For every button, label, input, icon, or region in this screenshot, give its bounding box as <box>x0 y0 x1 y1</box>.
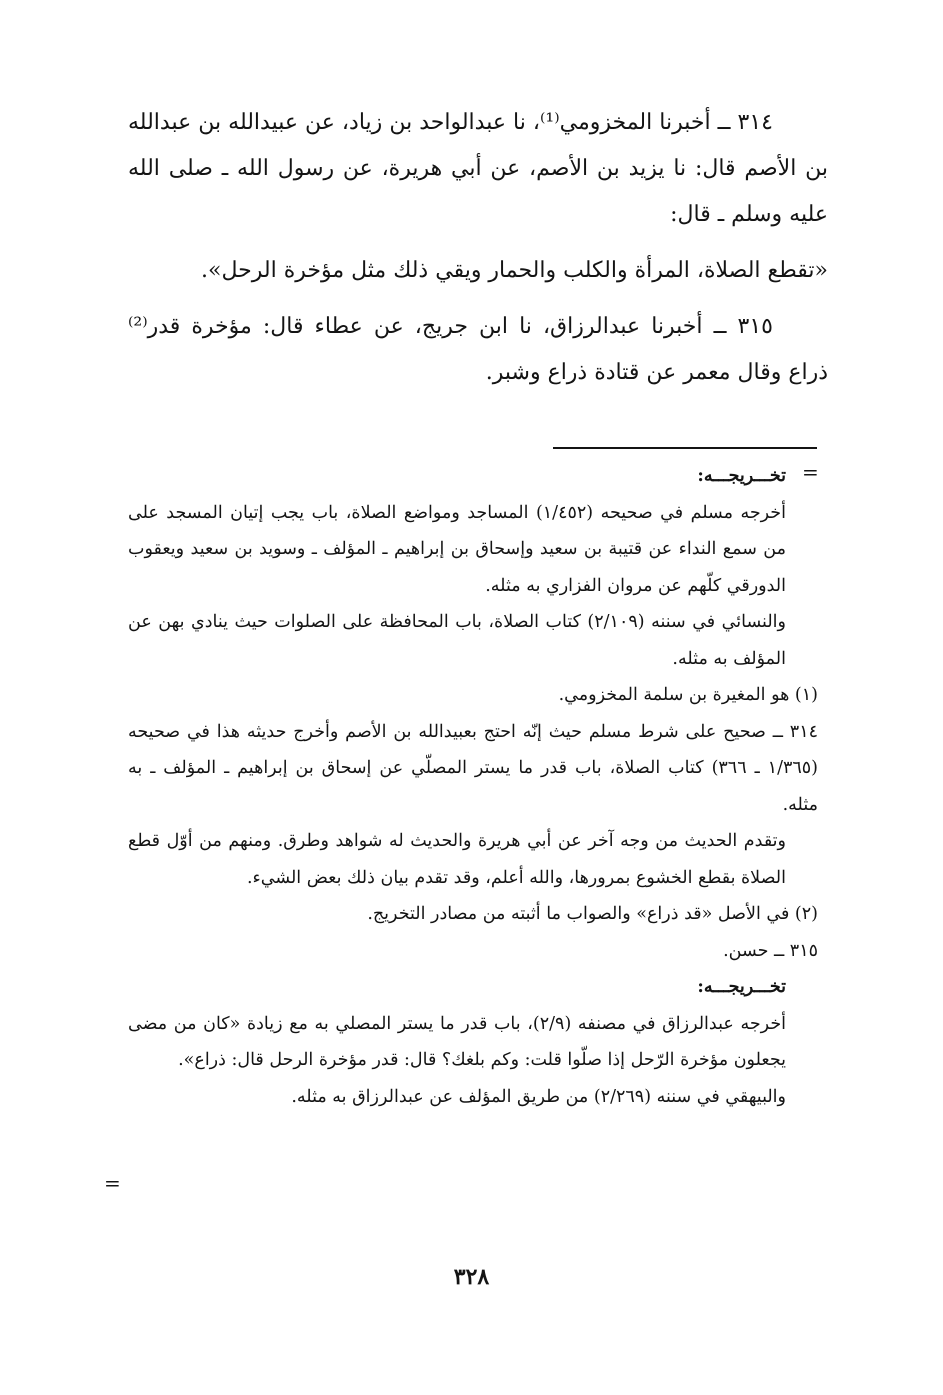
takhrij-heading: تخـــريجـــه: <box>697 466 786 486</box>
footnote-separator <box>553 447 817 449</box>
takhrij-paragraph: والبيهقي في سننه (٢/٢٦٩) من طريق المؤلف عن عبدالرزاق به مثله. <box>291 1086 786 1107</box>
hadith-314-grading: ٣١٤ ــ صحيح على شرط مسلم حيث إنّه احتج بعبيدالله بن الأصم وأخرج حديثه هذا في صحيحه (١/٣٦٥ ـ ٣٦٦) كتاب الصلاة، باب قدر ما يستر المصلّي عن إسحاق بن إبراهيم ـ المؤلف ـ به مثله. <box>128 721 818 815</box>
hadith-315-text: ٣١٥ ــ أخبرنا عبدالرزاق، نا ابن جريج، عن عطاء قال: مؤخرة قدر⁽²⁾ ذراع وقال معمر عن قتادة ذراع وشبر. <box>128 314 828 385</box>
hadith-314-quote: «تقطع الصلاة، المرأة والكلب والحمار ويقي ذلك مثل مؤخرة الرحل». <box>201 258 828 283</box>
footnotes <box>128 458 818 1115</box>
continuation-mark-end: = <box>104 1171 121 1195</box>
footnote-2: (٢) في الأصل «قد ذراع» والصواب ما أثبته من مصادر التخريج. <box>367 904 818 924</box>
takhrij-paragraph: أخرجه مسلم في صحيحه (١/٤٥٢) المساجد ومواضع الصلاة، باب يجب إتيان المسجد على من سمع النداء عن قتيبة بن سعيد وإسحاق بن إبراهيم ـ المؤلف ـ وسويد بن سعيد ويعقوب الدورقي كلّهم عن مروان الفزاري به مثله. <box>128 502 786 596</box>
takhrij-heading: تخـــريجـــه: <box>697 977 786 997</box>
footnote-1: (١) هو المغيرة بن سلمة المخزومي. <box>558 685 818 705</box>
takhrij-paragraph: أخرجه عبدالرزاق في مصنفه (٢/٩)، باب قدر ما يستر المصلي به مع زيادة «كان من مضى يجعلون مؤخرة الرّحل إذا صلّوا قلت: وكم بلغك؟ قال: قدر مؤخرة الرحل قال: ذراع». <box>128 1013 787 1070</box>
hadith-314-text: ٣١٤ ــ أخبرنا المخزومي⁽¹⁾، نا عبدالواحد بن زياد، عن عبيدالله بن عبدالله بن الأصم قال: نا يزيد بن الأصم، عن أبي هريرة، عن رسول الله ـ صلى الله عليه وسلم ـ قال: <box>128 110 828 227</box>
page-number: ٣٢٨ <box>453 1264 490 1290</box>
takhrij-paragraph: والنسائي في سننه (٢/١٠٩) كتاب الصلاة، باب المحافظة على الصلوات حيث ينادي بهن عن المؤلف به مثله. <box>128 612 786 669</box>
hadith-315-grading: ٣١٥ ــ حسن. <box>723 940 818 961</box>
main-text <box>128 100 828 406</box>
continuation-mark: = <box>802 460 819 484</box>
hadith-314-note: وتقدم الحديث من وجه آخر عن أبي هريرة والحديث له شواهد وطرق. ومنهم من أوّل قطع الصلاة بقطع الخشوع بمرورها، والله أعلم، وقد تقدم بيان ذلك بعض الشيء. <box>128 831 786 888</box>
